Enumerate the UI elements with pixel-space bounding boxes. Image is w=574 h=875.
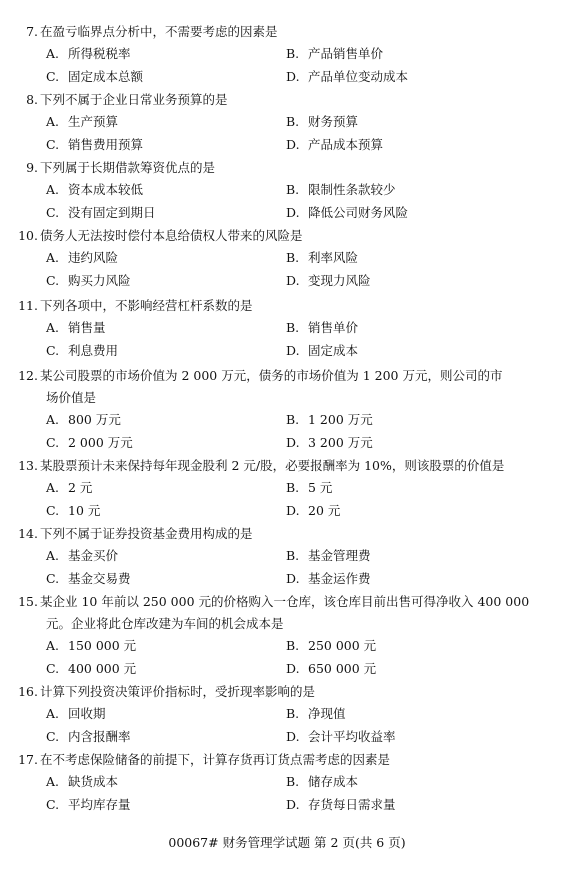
option-letter: B. bbox=[286, 706, 300, 721]
option-c bbox=[46, 67, 143, 87]
option-letter: A. bbox=[46, 480, 60, 495]
option-text: 销售费用预算 bbox=[68, 137, 144, 152]
option-letter: D. bbox=[286, 343, 300, 358]
option-text: 产品销售单价 bbox=[308, 46, 384, 61]
question-stem bbox=[0, 90, 228, 110]
option-text: 资本成本较低 bbox=[68, 182, 144, 197]
option-d bbox=[286, 203, 408, 223]
question-text: 计算下列投资决策评价指标时，受折现率影响的是 bbox=[40, 684, 316, 699]
question-number: 14. bbox=[18, 526, 38, 541]
option-c bbox=[46, 795, 131, 815]
option-text: 650 000 元 bbox=[308, 661, 377, 676]
option-text: 销售单价 bbox=[308, 320, 359, 335]
option-text: 所得税税率 bbox=[68, 46, 131, 61]
option-a bbox=[46, 704, 106, 724]
option-text: 降低公司财务风险 bbox=[308, 205, 409, 220]
question-number: 16. bbox=[18, 684, 38, 699]
question-text: 在不考虑保险储备的前提下，计算存货再订货点需考虑的因素是 bbox=[40, 752, 391, 767]
option-letter: B. bbox=[286, 480, 300, 495]
option-letter: D. bbox=[286, 273, 300, 288]
option-d bbox=[286, 341, 358, 361]
option-text: 会计平均收益率 bbox=[308, 729, 396, 744]
option-letter: A. bbox=[46, 548, 60, 563]
question-number: 10. bbox=[18, 228, 38, 243]
option-letter: A. bbox=[46, 706, 60, 721]
option-letter: C. bbox=[46, 435, 60, 450]
option-letter: D. bbox=[286, 729, 300, 744]
option-c bbox=[46, 203, 156, 223]
option-letter: D. bbox=[286, 661, 300, 676]
option-text: 限制性条款较少 bbox=[308, 182, 396, 197]
page-footer: 00067# 财务管理学试题 第 2 页(共 6 页) bbox=[168, 835, 406, 850]
option-letter: D. bbox=[286, 571, 300, 586]
question-stem bbox=[0, 750, 390, 770]
option-letter: D. bbox=[286, 503, 300, 518]
option-text: 利率风险 bbox=[308, 250, 359, 265]
question-stem bbox=[0, 524, 253, 544]
option-a bbox=[46, 410, 121, 430]
question-text: 下列各项中，不影响经营杠杆系数的是 bbox=[40, 298, 253, 313]
option-letter: B. bbox=[286, 320, 300, 335]
question-stem bbox=[0, 456, 504, 476]
option-letter: A. bbox=[46, 638, 60, 653]
option-text: 2 000 万元 bbox=[68, 435, 133, 450]
option-letter: C. bbox=[46, 661, 60, 676]
option-d bbox=[286, 659, 376, 679]
option-d bbox=[286, 727, 396, 747]
option-letter: A. bbox=[46, 320, 60, 335]
option-b bbox=[286, 318, 358, 338]
option-text: 5 元 bbox=[308, 480, 333, 495]
option-letter: B. bbox=[286, 412, 300, 427]
option-text: 回收期 bbox=[68, 706, 106, 721]
question-stem bbox=[0, 296, 253, 316]
option-b bbox=[286, 478, 332, 498]
question-text: 某股票预计未来保持每年现金股利 2 元/股，必要报酬率为 10%，则该股票的价值是 bbox=[40, 458, 505, 473]
option-letter: B. bbox=[286, 114, 300, 129]
option-letter: A. bbox=[46, 114, 60, 129]
option-a bbox=[46, 180, 143, 200]
question-number: 7. bbox=[26, 24, 38, 39]
option-b bbox=[286, 546, 371, 566]
option-letter: B. bbox=[286, 774, 300, 789]
option-d bbox=[286, 501, 340, 521]
question-stem bbox=[0, 226, 303, 246]
option-letter: B. bbox=[286, 250, 300, 265]
option-c bbox=[46, 135, 143, 155]
question-stem bbox=[0, 592, 529, 612]
option-text: 20 元 bbox=[308, 503, 341, 518]
question-number: 8. bbox=[26, 92, 38, 107]
question-number: 15. bbox=[18, 594, 38, 609]
option-letter: C. bbox=[46, 797, 60, 812]
option-letter: D. bbox=[286, 205, 300, 220]
question-text: 债务人无法按时偿付本息给债权人带来的风险是 bbox=[40, 228, 303, 243]
option-text: 250 000 元 bbox=[308, 638, 377, 653]
option-text: 基金运作费 bbox=[308, 571, 371, 586]
option-a bbox=[46, 44, 131, 64]
option-text: 基金交易费 bbox=[68, 571, 131, 586]
question-stem bbox=[0, 22, 278, 42]
option-letter: A. bbox=[46, 182, 60, 197]
option-letter: A. bbox=[46, 774, 60, 789]
question-number: 11. bbox=[18, 298, 38, 313]
option-c bbox=[46, 341, 118, 361]
question-number: 9. bbox=[26, 160, 38, 175]
question-text: 下列不属于证券投资基金费用构成的是 bbox=[40, 526, 253, 541]
option-b bbox=[286, 248, 358, 268]
option-text: 内含报酬率 bbox=[68, 729, 131, 744]
option-text: 产品单位变动成本 bbox=[308, 69, 409, 84]
question-stem bbox=[0, 158, 215, 178]
option-text: 800 万元 bbox=[68, 412, 121, 427]
question-number: 13. bbox=[18, 458, 38, 473]
option-letter: C. bbox=[46, 571, 60, 586]
option-text: 购买力风险 bbox=[68, 273, 131, 288]
option-text: 生产预算 bbox=[68, 114, 119, 129]
option-letter: C. bbox=[46, 205, 60, 220]
option-text: 10 元 bbox=[68, 503, 101, 518]
question-number: 12. bbox=[18, 368, 38, 383]
option-a bbox=[46, 318, 106, 338]
option-letter: C. bbox=[46, 343, 60, 358]
option-a bbox=[46, 112, 118, 132]
question-number: 17. bbox=[18, 752, 38, 767]
option-letter: D. bbox=[286, 797, 300, 812]
option-a bbox=[46, 478, 92, 498]
option-letter: B. bbox=[286, 548, 300, 563]
option-c bbox=[46, 271, 131, 291]
option-d bbox=[286, 795, 396, 815]
option-letter: C. bbox=[46, 137, 60, 152]
option-letter: D. bbox=[286, 137, 300, 152]
option-letter: B. bbox=[286, 182, 300, 197]
question-text: 下列不属于企业日常业务预算的是 bbox=[40, 92, 228, 107]
option-text: 400 000 元 bbox=[68, 661, 137, 676]
option-b bbox=[286, 772, 358, 792]
question-text: 某公司股票的市场价值为 2 000 万元，债务的市场价值为 1 200 万元，则公司的市 bbox=[40, 368, 503, 383]
option-letter: B. bbox=[286, 46, 300, 61]
option-c bbox=[46, 501, 100, 521]
option-letter: C. bbox=[46, 273, 60, 288]
option-d bbox=[286, 67, 408, 87]
question-text: 某企业 10 年前以 250 000 元的价格购入一仓库，该仓库目前出售可得净收入 400 000 bbox=[40, 594, 530, 609]
option-text: 没有固定到期日 bbox=[68, 205, 156, 220]
option-text: 基金买价 bbox=[68, 548, 119, 563]
option-letter: C. bbox=[46, 69, 60, 84]
option-text: 存货每日需求量 bbox=[308, 797, 396, 812]
option-letter: D. bbox=[286, 435, 300, 450]
question-stem bbox=[0, 366, 502, 386]
option-d bbox=[286, 569, 371, 589]
option-text: 缺货成本 bbox=[68, 774, 119, 789]
option-c bbox=[46, 659, 136, 679]
question-text-continued: 元。企业将此仓库改建为车间的机会成本是 bbox=[46, 616, 284, 631]
option-letter: C. bbox=[46, 503, 60, 518]
question-text: 下列属于长期借款筹资优点的是 bbox=[40, 160, 216, 175]
option-c bbox=[46, 433, 133, 453]
option-b bbox=[286, 180, 396, 200]
option-c bbox=[46, 727, 131, 747]
option-text: 150 000 元 bbox=[68, 638, 137, 653]
option-text: 财务预算 bbox=[308, 114, 359, 129]
option-d bbox=[286, 271, 371, 291]
option-text: 基金管理费 bbox=[308, 548, 371, 563]
option-a bbox=[46, 248, 118, 268]
option-a bbox=[46, 636, 136, 656]
option-text: 违约风险 bbox=[68, 250, 119, 265]
option-b bbox=[286, 112, 358, 132]
option-a bbox=[46, 546, 118, 566]
option-text: 1 200 万元 bbox=[308, 412, 373, 427]
option-d bbox=[286, 135, 383, 155]
option-letter: A. bbox=[46, 46, 60, 61]
option-letter: D. bbox=[286, 69, 300, 84]
question-text-continued: 场价值是 bbox=[46, 390, 97, 405]
option-b bbox=[286, 636, 376, 656]
option-text: 销售量 bbox=[68, 320, 106, 335]
option-text: 固定成本 bbox=[308, 343, 359, 358]
option-letter: B. bbox=[286, 638, 300, 653]
option-text: 利息费用 bbox=[68, 343, 119, 358]
option-d bbox=[286, 433, 373, 453]
option-letter: C. bbox=[46, 729, 60, 744]
question-text: 在盈亏临界点分析中，不需要考虑的因素是 bbox=[40, 24, 278, 39]
option-letter: A. bbox=[46, 412, 60, 427]
option-b bbox=[286, 410, 373, 430]
option-text: 产品成本预算 bbox=[308, 137, 384, 152]
question-stem bbox=[0, 682, 315, 702]
option-c bbox=[46, 569, 131, 589]
option-text: 平均库存量 bbox=[68, 797, 131, 812]
option-text: 变现力风险 bbox=[308, 273, 371, 288]
option-a bbox=[46, 772, 118, 792]
option-text: 3 200 万元 bbox=[308, 435, 373, 450]
option-b bbox=[286, 704, 346, 724]
option-text: 净现值 bbox=[308, 706, 346, 721]
option-text: 2 元 bbox=[68, 480, 93, 495]
option-letter: A. bbox=[46, 250, 60, 265]
option-b bbox=[286, 44, 383, 64]
option-text: 储存成本 bbox=[308, 774, 359, 789]
option-text: 固定成本总额 bbox=[68, 69, 144, 84]
